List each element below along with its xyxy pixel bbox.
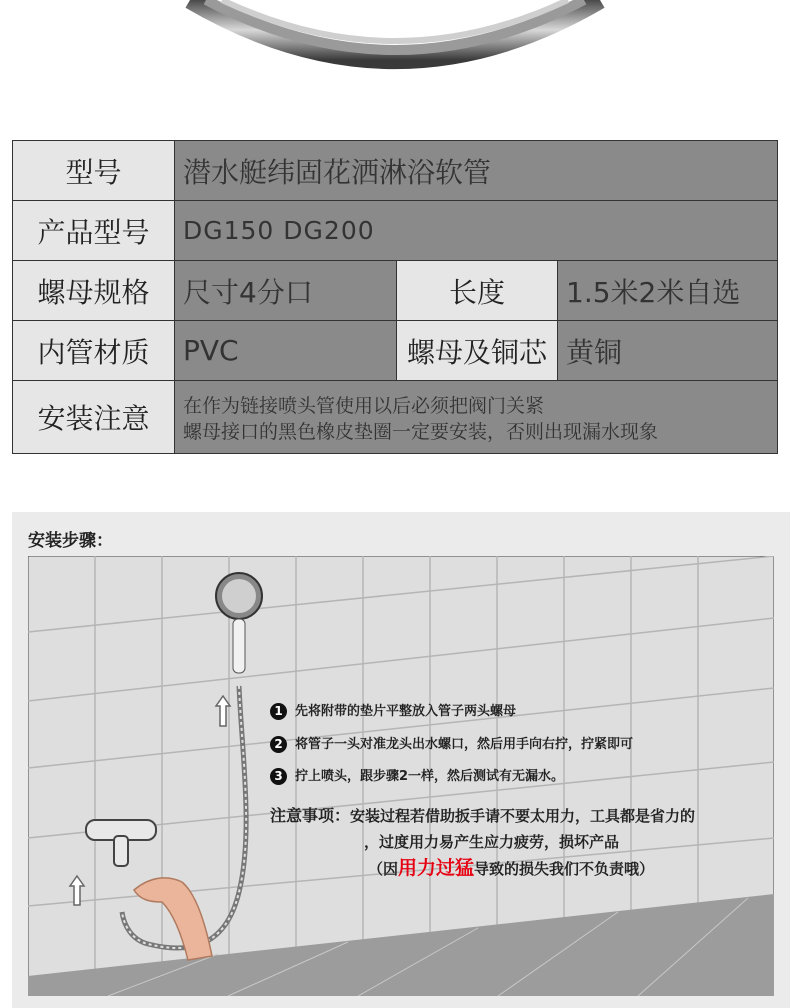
spec-note-line: 螺母接口的黑色橡皮垫圈一定要安装，否则出现漏水现象 [183,421,659,443]
step-number: 2 [270,736,287,753]
spec-row-material [13,321,778,381]
spec-label: 内管材质 [13,321,175,381]
spec-label: 螺母规格 [13,261,175,321]
notice-line [270,855,695,882]
notice-heading: 注意事项： [270,806,351,825]
spec-row-install-notes [13,381,778,454]
step-number: 3 [270,768,287,785]
spec-value: DG150 DG200 [175,201,778,261]
install-title: 安装步骤： [28,531,113,551]
notice-line: 安装过程若借助扳手请不要太用力，工具都是省力的 [350,807,696,825]
step-text: 先将附带的垫片平整放入管子两头螺母 [295,704,517,719]
spec-label: 长度 [397,261,558,321]
notice-block [270,803,695,882]
notice-line: ，过度用力易产生应力疲劳，损坏产品 [364,833,620,851]
notice-warning-text: 用力过猛 [398,857,475,879]
notice-text: （因 [368,860,399,878]
step-text: 将管子一头对准龙头出水螺口，然后用手向右拧，拧紧即可 [295,737,634,752]
spec-label: 型号 [13,141,175,201]
install-step [270,765,564,785]
spec-table [12,140,778,454]
spec-value: 1.5米2米自选 [558,261,778,321]
install-step [270,733,633,753]
spec-label: 安装注意 [13,381,175,454]
install-step [270,700,516,720]
notice-text: 导致的损失我们不负责哦） [474,860,655,878]
spec-label: 产品型号 [13,201,175,261]
spec-label: 螺母及铜芯 [397,321,558,381]
install-section [12,512,790,1008]
step-text: 拧上喷头，跟步骤2一样，然后测试有无漏水。 [295,769,565,784]
spec-value: 潜水艇纬固花洒淋浴软管 [175,141,778,201]
spec-row-nut-size [13,261,778,321]
hose-coil-image [0,0,790,110]
spec-value [175,381,778,454]
spec-row-model [13,141,778,201]
step-number: 1 [270,703,287,720]
spec-row-product-model [13,201,778,261]
spec-value: 尺寸4分口 [175,261,397,321]
spec-value: 黄铜 [558,321,778,381]
spec-value: PVC [175,321,397,381]
spec-note-line: 在作为链接喷头管使用以后必须把阀门关紧 [183,395,545,417]
